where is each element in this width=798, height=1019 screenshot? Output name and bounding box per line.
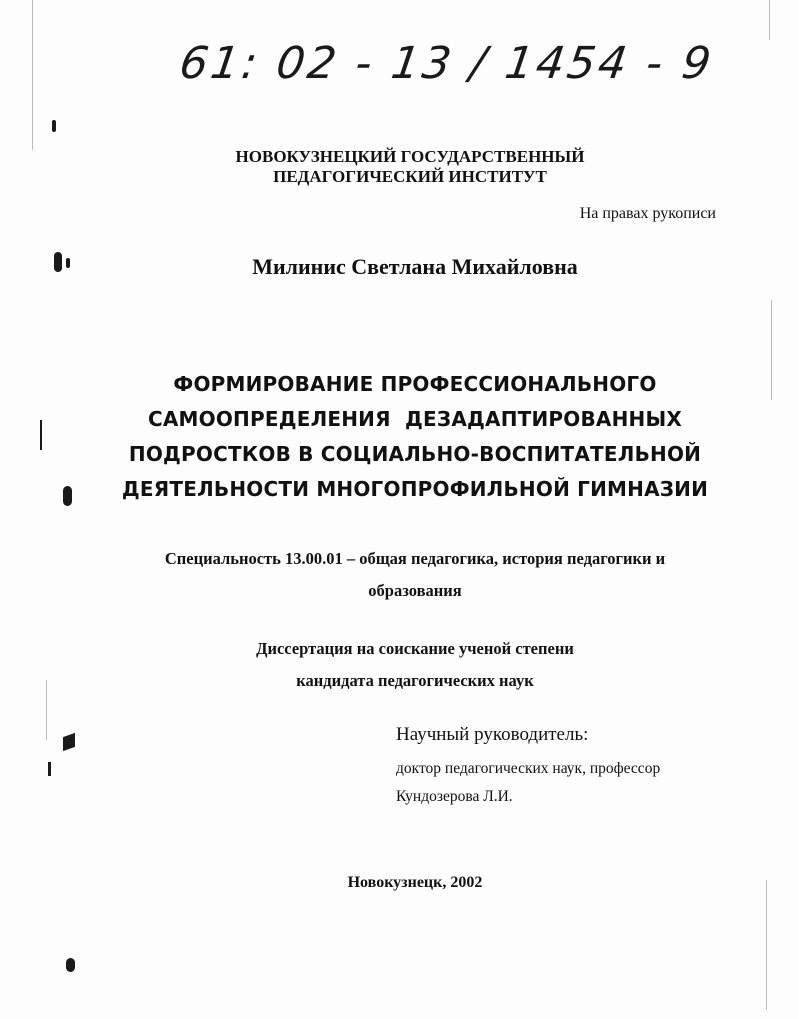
specialty-line-2: образования [368, 581, 462, 600]
title-line-1: ФОРМИРОВАНИЕ ПРОФЕССИОНАЛЬНОГО [173, 372, 657, 396]
archive-handwritten-mark: 61: 02 - 13 / 1454 - 9 [176, 38, 717, 89]
scan-mark-2 [54, 252, 62, 272]
scan-mark-6 [66, 958, 75, 972]
scan-mark-4 [63, 486, 72, 506]
degree-line-1: Диссертация на соискание ученой степени [256, 639, 574, 658]
degree-statement [0, 633, 798, 697]
dissertation-title [0, 367, 798, 507]
scan-mark-8 [40, 420, 42, 450]
institution-line-2: ПЕДАГОГИЧЕСКИЙ ИНСТИТУТ [273, 167, 547, 186]
specialty-line-1: Специальность 13.00.01 – общая педагогика, история педагогики и [164, 549, 666, 568]
manuscript-rights-note: На правах рукописи [579, 205, 716, 222]
title-line-2: САМООПРЕДЕЛЕНИЯ ДЕЗАДАПТИРОВАННЫХ [147, 407, 683, 431]
scan-mark-1 [52, 120, 56, 132]
title-line-4: ДЕЯТЕЛЬНОСТИ МНОГОПРОФИЛЬНОЙ ГИМНАЗИИ [121, 477, 709, 501]
scan-edge-left-2 [46, 680, 47, 740]
scan-mark-5 [63, 733, 75, 751]
author-name: Милинис Светлана Михайловна [252, 254, 578, 279]
institution-name [0, 147, 798, 187]
scan-edge-right-3 [769, 0, 770, 40]
scan-edge-right-2 [766, 880, 767, 1010]
institution-line-1: НОВОКУЗНЕЦКИЙ ГОСУДАРСТВЕННЫЙ [235, 147, 585, 166]
degree-line-2: кандидата педагогических наук [296, 671, 534, 690]
city-year: Новокузнецк, 2002 [347, 874, 483, 891]
supervisor-degree: доктор педагогических наук, профессор [396, 760, 661, 777]
specialty-code [110, 543, 720, 607]
supervisor-name: Кундозерова Л.И. [396, 788, 513, 805]
scan-mark-3 [66, 258, 70, 268]
title-line-3: ПОДРОСТКОВ В СОЦИАЛЬНО-ВОСПИТАТЕЛЬНОЙ [128, 442, 702, 466]
supervisor-label: Научный руководитель: [396, 724, 589, 745]
scan-edge-right-1 [771, 300, 772, 400]
scan-mark-7 [48, 762, 51, 776]
scan-edge-left-1 [32, 0, 33, 150]
